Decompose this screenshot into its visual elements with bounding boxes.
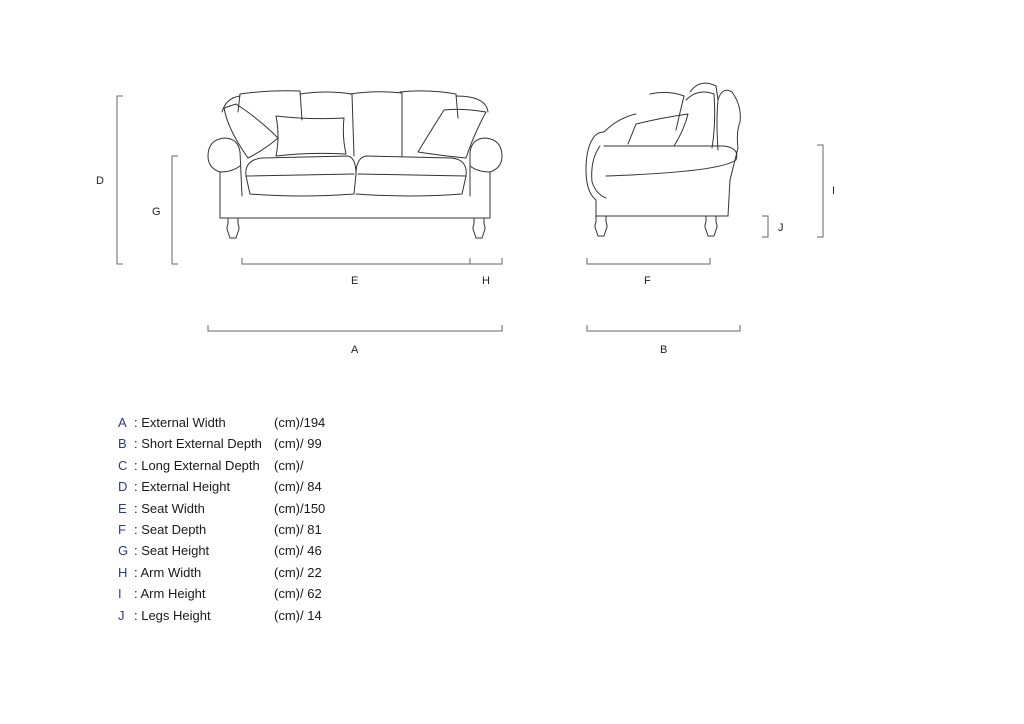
spec-label: : External Width bbox=[134, 415, 226, 430]
spec-label: : Seat Height bbox=[134, 543, 210, 559]
spec-value: (cm)/ 84 bbox=[274, 479, 322, 495]
spec-row-short-external-depth bbox=[118, 433, 378, 454]
dimension-label-j: J bbox=[778, 222, 784, 234]
spec-letter: E bbox=[118, 500, 127, 516]
spec-label: : Arm Width bbox=[134, 564, 202, 580]
dimension-label-e: E bbox=[351, 275, 359, 287]
spec-value: (cm)/ 22 bbox=[274, 564, 322, 580]
dimension-label-b: B bbox=[660, 344, 668, 356]
spec-value: (cm)/ 99 bbox=[274, 436, 322, 452]
spec-value: (cm)/150 bbox=[274, 500, 326, 516]
dimension-label-i: I bbox=[832, 185, 836, 197]
dimension-label-f: F bbox=[644, 275, 651, 287]
dimension-label-h: H bbox=[482, 275, 490, 287]
spec-label: : External Height bbox=[134, 479, 231, 495]
spec-letter: H bbox=[118, 564, 128, 580]
spec-letter: I bbox=[118, 586, 122, 602]
spec-letter: A bbox=[118, 415, 127, 430]
spec-letter: G bbox=[118, 543, 129, 559]
spec-label: : Arm Height bbox=[134, 586, 206, 602]
spec-row-external-width bbox=[118, 412, 378, 433]
dimension-labels bbox=[96, 175, 835, 356]
spec-row-seat-depth bbox=[118, 519, 378, 540]
spec-label: : Long External Depth bbox=[134, 457, 260, 473]
spec-label: : Seat Depth bbox=[134, 521, 207, 537]
dimension-label-g: G bbox=[152, 206, 161, 218]
spec-row-external-height bbox=[118, 476, 378, 497]
spec-label: : Seat Width bbox=[134, 500, 205, 516]
spec-row-arm-height bbox=[118, 583, 378, 604]
spec-letter: J bbox=[118, 607, 125, 623]
spec-letter: D bbox=[118, 479, 128, 495]
spec-value: (cm)/ 81 bbox=[274, 521, 322, 537]
spec-row-seat-width bbox=[118, 498, 378, 519]
spec-label: : Short External Depth bbox=[134, 436, 262, 452]
dimension-label-a: A bbox=[351, 344, 359, 356]
spec-value: (cm)/ 14 bbox=[274, 607, 322, 623]
spec-row-legs-height bbox=[118, 605, 378, 626]
spec-row-long-external-depth bbox=[118, 455, 378, 476]
sofa-front-view bbox=[208, 91, 502, 238]
spec-label: : Legs Height bbox=[134, 607, 211, 623]
spec-value: (cm)/ bbox=[274, 457, 304, 473]
spec-letter: B bbox=[118, 436, 127, 452]
spec-row-arm-width bbox=[118, 562, 378, 583]
dimension-spec-list bbox=[118, 412, 378, 626]
spec-letter: F bbox=[118, 521, 126, 537]
dimension-label-d: D bbox=[96, 175, 104, 187]
sofa-side-view bbox=[586, 83, 740, 236]
spec-value: (cm)/194 bbox=[274, 415, 326, 430]
spec-letter: C bbox=[118, 457, 128, 473]
spec-value: (cm)/ 46 bbox=[274, 543, 322, 559]
spec-row-seat-height bbox=[118, 540, 378, 561]
spec-value: (cm)/ 62 bbox=[274, 586, 322, 602]
